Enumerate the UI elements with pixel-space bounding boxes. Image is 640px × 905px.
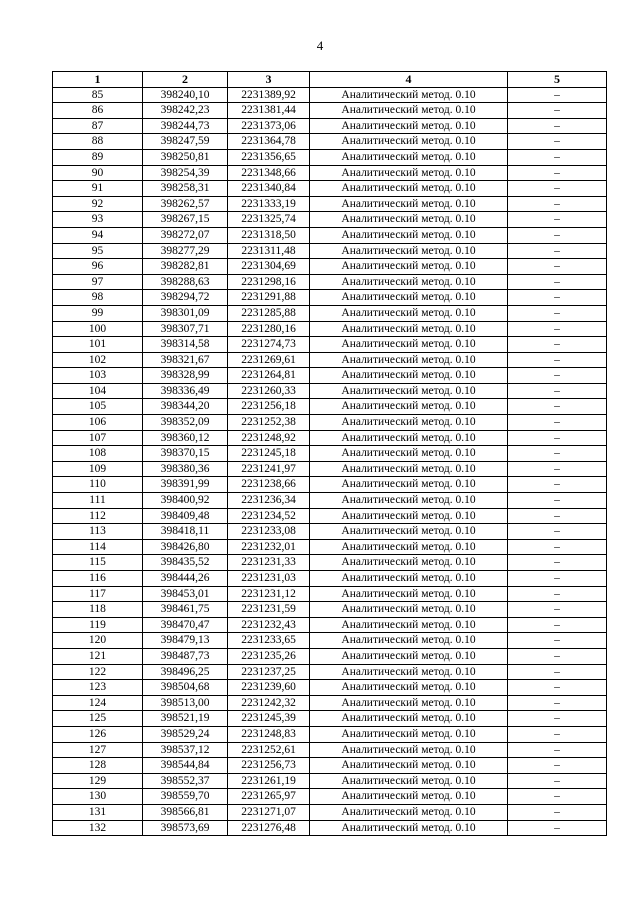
x-coordinate-cell: 398426,80 (143, 539, 228, 555)
method-cell: Аналитический метод. 0.10 (310, 555, 508, 571)
x-coordinate-cell: 398461,75 (143, 602, 228, 618)
table-row (53, 555, 607, 571)
x-coordinate-cell: 398566,81 (143, 804, 228, 820)
column-header-2: 2 (143, 72, 228, 88)
point-number-cell: 90 (53, 165, 143, 181)
table-row (53, 383, 607, 399)
x-coordinate-cell: 398267,15 (143, 212, 228, 228)
y-coordinate-cell: 2231248,92 (228, 430, 310, 446)
y-coordinate-cell: 2231245,18 (228, 446, 310, 462)
x-coordinate-cell: 398250,81 (143, 149, 228, 165)
note-cell: – (508, 399, 607, 415)
note-cell: – (508, 680, 607, 696)
method-cell: Аналитический метод. 0.10 (310, 508, 508, 524)
column-header-1: 1 (53, 72, 143, 88)
x-coordinate-cell: 398360,12 (143, 430, 228, 446)
table-row (53, 321, 607, 337)
table-row (53, 415, 607, 431)
y-coordinate-cell: 2231340,84 (228, 181, 310, 197)
table-row (53, 820, 607, 836)
x-coordinate-cell: 398244,73 (143, 118, 228, 134)
x-coordinate-cell: 398258,31 (143, 181, 228, 197)
method-cell: Аналитический метод. 0.10 (310, 227, 508, 243)
note-cell: – (508, 789, 607, 805)
note-cell: – (508, 726, 607, 742)
table-row (53, 477, 607, 493)
table-row (53, 134, 607, 150)
point-number-cell: 95 (53, 243, 143, 259)
table-row (53, 259, 607, 275)
table-row (53, 165, 607, 181)
point-number-cell: 104 (53, 383, 143, 399)
y-coordinate-cell: 2231238,66 (228, 477, 310, 493)
x-coordinate-cell: 398479,13 (143, 633, 228, 649)
method-cell: Аналитический метод. 0.10 (310, 789, 508, 805)
point-number-cell: 85 (53, 87, 143, 103)
table-row (53, 711, 607, 727)
point-number-cell: 101 (53, 337, 143, 353)
y-coordinate-cell: 2231233,65 (228, 633, 310, 649)
method-cell: Аналитический метод. 0.10 (310, 243, 508, 259)
x-coordinate-cell: 398240,10 (143, 87, 228, 103)
x-coordinate-cell: 398537,12 (143, 742, 228, 758)
table-row (53, 586, 607, 602)
note-cell: – (508, 820, 607, 836)
table-row (53, 181, 607, 197)
note-cell: – (508, 648, 607, 664)
table-row (53, 243, 607, 259)
table-row (53, 118, 607, 134)
table-row (53, 648, 607, 664)
point-number-cell: 132 (53, 820, 143, 836)
method-cell: Аналитический метод. 0.10 (310, 539, 508, 555)
point-number-cell: 103 (53, 368, 143, 384)
note-cell: – (508, 212, 607, 228)
y-coordinate-cell: 2231265,97 (228, 789, 310, 805)
table-row (53, 212, 607, 228)
note-cell: – (508, 539, 607, 555)
method-cell: Аналитический метод. 0.10 (310, 274, 508, 290)
y-coordinate-cell: 2231239,60 (228, 680, 310, 696)
x-coordinate-cell: 398418,11 (143, 524, 228, 540)
table-row (53, 337, 607, 353)
note-cell: – (508, 87, 607, 103)
point-number-cell: 130 (53, 789, 143, 805)
x-coordinate-cell: 398559,70 (143, 789, 228, 805)
method-cell: Аналитический метод. 0.10 (310, 711, 508, 727)
table-row (53, 617, 607, 633)
method-cell: Аналитический метод. 0.10 (310, 773, 508, 789)
note-cell: – (508, 305, 607, 321)
note-cell: – (508, 758, 607, 774)
x-coordinate-cell: 398301,09 (143, 305, 228, 321)
point-number-cell: 128 (53, 758, 143, 774)
x-coordinate-cell: 398409,48 (143, 508, 228, 524)
note-cell: – (508, 524, 607, 540)
x-coordinate-cell: 398552,37 (143, 773, 228, 789)
y-coordinate-cell: 2231235,26 (228, 648, 310, 664)
x-coordinate-cell: 398294,72 (143, 290, 228, 306)
y-coordinate-cell: 2231260,33 (228, 383, 310, 399)
method-cell: Аналитический метод. 0.10 (310, 181, 508, 197)
note-cell: – (508, 368, 607, 384)
x-coordinate-cell: 398282,81 (143, 259, 228, 275)
y-coordinate-cell: 2231318,50 (228, 227, 310, 243)
x-coordinate-cell: 398247,59 (143, 134, 228, 150)
point-number-cell: 86 (53, 103, 143, 119)
method-cell: Аналитический метод. 0.10 (310, 461, 508, 477)
point-number-cell: 110 (53, 477, 143, 493)
table-row (53, 446, 607, 462)
x-coordinate-cell: 398272,07 (143, 227, 228, 243)
method-cell: Аналитический метод. 0.10 (310, 633, 508, 649)
y-coordinate-cell: 2231256,73 (228, 758, 310, 774)
point-number-cell: 119 (53, 617, 143, 633)
point-number-cell: 109 (53, 461, 143, 477)
x-coordinate-cell: 398400,92 (143, 493, 228, 509)
x-coordinate-cell: 398352,09 (143, 415, 228, 431)
note-cell: – (508, 243, 607, 259)
x-coordinate-cell: 398573,69 (143, 820, 228, 836)
x-coordinate-cell: 398380,36 (143, 461, 228, 477)
table-row (53, 571, 607, 587)
table-row (53, 399, 607, 415)
note-cell: – (508, 337, 607, 353)
y-coordinate-cell: 2231232,01 (228, 539, 310, 555)
x-coordinate-cell: 398314,58 (143, 337, 228, 353)
x-coordinate-cell: 398444,26 (143, 571, 228, 587)
y-coordinate-cell: 2231271,07 (228, 804, 310, 820)
note-cell: – (508, 383, 607, 399)
point-number-cell: 97 (53, 274, 143, 290)
x-coordinate-cell: 398344,20 (143, 399, 228, 415)
point-number-cell: 93 (53, 212, 143, 228)
table-row (53, 368, 607, 384)
x-coordinate-cell: 398307,71 (143, 321, 228, 337)
note-cell: – (508, 664, 607, 680)
note-cell: – (508, 461, 607, 477)
y-coordinate-cell: 2231364,78 (228, 134, 310, 150)
point-number-cell: 113 (53, 524, 143, 540)
method-cell: Аналитический метод. 0.10 (310, 664, 508, 680)
x-coordinate-cell: 398521,19 (143, 711, 228, 727)
point-number-cell: 131 (53, 804, 143, 820)
method-cell: Аналитический метод. 0.10 (310, 680, 508, 696)
table-row (53, 602, 607, 618)
point-number-cell: 108 (53, 446, 143, 462)
table-body (53, 87, 607, 836)
note-cell: – (508, 430, 607, 446)
table-row (53, 493, 607, 509)
y-coordinate-cell: 2231233,08 (228, 524, 310, 540)
table-row (53, 789, 607, 805)
point-number-cell: 114 (53, 539, 143, 555)
point-number-cell: 129 (53, 773, 143, 789)
y-coordinate-cell: 2231285,88 (228, 305, 310, 321)
point-number-cell: 127 (53, 742, 143, 758)
point-number-cell: 118 (53, 602, 143, 618)
x-coordinate-cell: 398391,99 (143, 477, 228, 493)
note-cell: – (508, 617, 607, 633)
method-cell: Аналитический метод. 0.10 (310, 383, 508, 399)
method-cell: Аналитический метод. 0.10 (310, 149, 508, 165)
note-cell: – (508, 103, 607, 119)
table-row (53, 149, 607, 165)
page-number: 4 (316, 38, 324, 53)
y-coordinate-cell: 2231373,06 (228, 118, 310, 134)
method-cell: Аналитический метод. 0.10 (310, 87, 508, 103)
y-coordinate-cell: 2231381,44 (228, 103, 310, 119)
point-number-cell: 94 (53, 227, 143, 243)
note-cell: – (508, 196, 607, 212)
y-coordinate-cell: 2231231,59 (228, 602, 310, 618)
x-coordinate-cell: 398496,25 (143, 664, 228, 680)
method-cell: Аналитический метод. 0.10 (310, 337, 508, 353)
point-number-cell: 111 (53, 493, 143, 509)
method-cell: Аналитический метод. 0.10 (310, 804, 508, 820)
table-row (53, 87, 607, 103)
point-number-cell: 117 (53, 586, 143, 602)
y-coordinate-cell: 2231274,73 (228, 337, 310, 353)
y-coordinate-cell: 2231242,32 (228, 695, 310, 711)
point-number-cell: 107 (53, 430, 143, 446)
y-coordinate-cell: 2231236,34 (228, 493, 310, 509)
table-row (53, 290, 607, 306)
note-cell: – (508, 695, 607, 711)
y-coordinate-cell: 2231248,83 (228, 726, 310, 742)
method-cell: Аналитический метод. 0.10 (310, 321, 508, 337)
note-cell: – (508, 493, 607, 509)
note-cell: – (508, 274, 607, 290)
note-cell: – (508, 477, 607, 493)
table-row (53, 758, 607, 774)
note-cell: – (508, 118, 607, 134)
x-coordinate-cell: 398504,68 (143, 680, 228, 696)
method-cell: Аналитический метод. 0.10 (310, 165, 508, 181)
x-coordinate-cell: 398288,63 (143, 274, 228, 290)
note-cell: – (508, 259, 607, 275)
column-header-5: 5 (508, 72, 607, 88)
table-row (53, 726, 607, 742)
note-cell: – (508, 415, 607, 431)
method-cell: Аналитический метод. 0.10 (310, 477, 508, 493)
y-coordinate-cell: 2231234,52 (228, 508, 310, 524)
note-cell: – (508, 804, 607, 820)
table-row (53, 804, 607, 820)
point-number-cell: 122 (53, 664, 143, 680)
note-cell: – (508, 290, 607, 306)
table-row (53, 227, 607, 243)
point-number-cell: 106 (53, 415, 143, 431)
method-cell: Аналитический метод. 0.10 (310, 820, 508, 836)
x-coordinate-cell: 398277,29 (143, 243, 228, 259)
method-cell: Аналитический метод. 0.10 (310, 493, 508, 509)
column-header-4: 4 (310, 72, 508, 88)
x-coordinate-cell: 398370,15 (143, 446, 228, 462)
point-number-cell: 121 (53, 648, 143, 664)
note-cell: – (508, 508, 607, 524)
table-row (53, 508, 607, 524)
note-cell: – (508, 571, 607, 587)
point-number-cell: 116 (53, 571, 143, 587)
method-cell: Аналитический метод. 0.10 (310, 399, 508, 415)
method-cell: Аналитический метод. 0.10 (310, 103, 508, 119)
table-row (53, 103, 607, 119)
method-cell: Аналитический метод. 0.10 (310, 290, 508, 306)
x-coordinate-cell: 398453,01 (143, 586, 228, 602)
method-cell: Аналитический метод. 0.10 (310, 259, 508, 275)
y-coordinate-cell: 2231252,61 (228, 742, 310, 758)
y-coordinate-cell: 2231333,19 (228, 196, 310, 212)
y-coordinate-cell: 2231245,39 (228, 711, 310, 727)
note-cell: – (508, 446, 607, 462)
method-cell: Аналитический метод. 0.10 (310, 617, 508, 633)
method-cell: Аналитический метод. 0.10 (310, 196, 508, 212)
point-number-cell: 105 (53, 399, 143, 415)
x-coordinate-cell: 398321,67 (143, 352, 228, 368)
note-cell: – (508, 165, 607, 181)
x-coordinate-cell: 398470,47 (143, 617, 228, 633)
point-number-cell: 98 (53, 290, 143, 306)
table-row (53, 305, 607, 321)
y-coordinate-cell: 2231291,88 (228, 290, 310, 306)
method-cell: Аналитический метод. 0.10 (310, 602, 508, 618)
note-cell: – (508, 352, 607, 368)
table-row (53, 664, 607, 680)
table-row (53, 695, 607, 711)
x-coordinate-cell: 398328,99 (143, 368, 228, 384)
note-cell: – (508, 773, 607, 789)
y-coordinate-cell: 2231231,12 (228, 586, 310, 602)
table-row (53, 196, 607, 212)
point-number-cell: 124 (53, 695, 143, 711)
method-cell: Аналитический метод. 0.10 (310, 648, 508, 664)
point-number-cell: 100 (53, 321, 143, 337)
y-coordinate-cell: 2231356,65 (228, 149, 310, 165)
y-coordinate-cell: 2231280,16 (228, 321, 310, 337)
y-coordinate-cell: 2231348,66 (228, 165, 310, 181)
y-coordinate-cell: 2231231,03 (228, 571, 310, 587)
table-row (53, 524, 607, 540)
x-coordinate-cell: 398544,84 (143, 758, 228, 774)
table-row (53, 773, 607, 789)
table-row (53, 539, 607, 555)
method-cell: Аналитический метод. 0.10 (310, 586, 508, 602)
table-row (53, 680, 607, 696)
table-row (53, 430, 607, 446)
x-coordinate-cell: 398435,52 (143, 555, 228, 571)
x-coordinate-cell: 398487,73 (143, 648, 228, 664)
method-cell: Аналитический метод. 0.10 (310, 524, 508, 540)
x-coordinate-cell: 398529,24 (143, 726, 228, 742)
point-number-cell: 89 (53, 149, 143, 165)
method-cell: Аналитический метод. 0.10 (310, 695, 508, 711)
point-number-cell: 123 (53, 680, 143, 696)
point-number-cell: 92 (53, 196, 143, 212)
y-coordinate-cell: 2231237,25 (228, 664, 310, 680)
note-cell: – (508, 602, 607, 618)
table-header-row (53, 72, 607, 88)
note-cell: – (508, 586, 607, 602)
point-number-cell: 120 (53, 633, 143, 649)
point-number-cell: 88 (53, 134, 143, 150)
point-number-cell: 126 (53, 726, 143, 742)
table-row (53, 352, 607, 368)
point-number-cell: 125 (53, 711, 143, 727)
method-cell: Аналитический метод. 0.10 (310, 726, 508, 742)
point-number-cell: 91 (53, 181, 143, 197)
x-coordinate-cell: 398513,00 (143, 695, 228, 711)
point-number-cell: 112 (53, 508, 143, 524)
y-coordinate-cell: 2231261,19 (228, 773, 310, 789)
method-cell: Аналитический метод. 0.10 (310, 368, 508, 384)
note-cell: – (508, 134, 607, 150)
method-cell: Аналитический метод. 0.10 (310, 430, 508, 446)
method-cell: Аналитический метод. 0.10 (310, 446, 508, 462)
method-cell: Аналитический метод. 0.10 (310, 742, 508, 758)
y-coordinate-cell: 2231304,69 (228, 259, 310, 275)
method-cell: Аналитический метод. 0.10 (310, 212, 508, 228)
x-coordinate-cell: 398254,39 (143, 165, 228, 181)
point-number-cell: 96 (53, 259, 143, 275)
note-cell: – (508, 149, 607, 165)
y-coordinate-cell: 2231325,74 (228, 212, 310, 228)
point-number-cell: 87 (53, 118, 143, 134)
method-cell: Аналитический метод. 0.10 (310, 758, 508, 774)
note-cell: – (508, 742, 607, 758)
note-cell: – (508, 321, 607, 337)
method-cell: Аналитический метод. 0.10 (310, 134, 508, 150)
method-cell: Аналитический метод. 0.10 (310, 352, 508, 368)
y-coordinate-cell: 2231269,61 (228, 352, 310, 368)
y-coordinate-cell: 2231276,48 (228, 820, 310, 836)
y-coordinate-cell: 2231231,33 (228, 555, 310, 571)
y-coordinate-cell: 2231241,97 (228, 461, 310, 477)
method-cell: Аналитический метод. 0.10 (310, 305, 508, 321)
coordinates-table (52, 71, 607, 836)
note-cell: – (508, 181, 607, 197)
y-coordinate-cell: 2231264,81 (228, 368, 310, 384)
y-coordinate-cell: 2231298,16 (228, 274, 310, 290)
point-number-cell: 115 (53, 555, 143, 571)
x-coordinate-cell: 398242,23 (143, 103, 228, 119)
table-row (53, 742, 607, 758)
x-coordinate-cell: 398336,49 (143, 383, 228, 399)
method-cell: Аналитический метод. 0.10 (310, 118, 508, 134)
column-header-3: 3 (228, 72, 310, 88)
table-row (53, 633, 607, 649)
point-number-cell: 102 (53, 352, 143, 368)
x-coordinate-cell: 398262,57 (143, 196, 228, 212)
note-cell: – (508, 227, 607, 243)
table-row (53, 461, 607, 477)
table-row (53, 274, 607, 290)
note-cell: – (508, 711, 607, 727)
note-cell: – (508, 633, 607, 649)
method-cell: Аналитический метод. 0.10 (310, 571, 508, 587)
method-cell: Аналитический метод. 0.10 (310, 415, 508, 431)
y-coordinate-cell: 2231389,92 (228, 87, 310, 103)
y-coordinate-cell: 2231256,18 (228, 399, 310, 415)
y-coordinate-cell: 2231232,43 (228, 617, 310, 633)
y-coordinate-cell: 2231252,38 (228, 415, 310, 431)
point-number-cell: 99 (53, 305, 143, 321)
note-cell: – (508, 555, 607, 571)
y-coordinate-cell: 2231311,48 (228, 243, 310, 259)
